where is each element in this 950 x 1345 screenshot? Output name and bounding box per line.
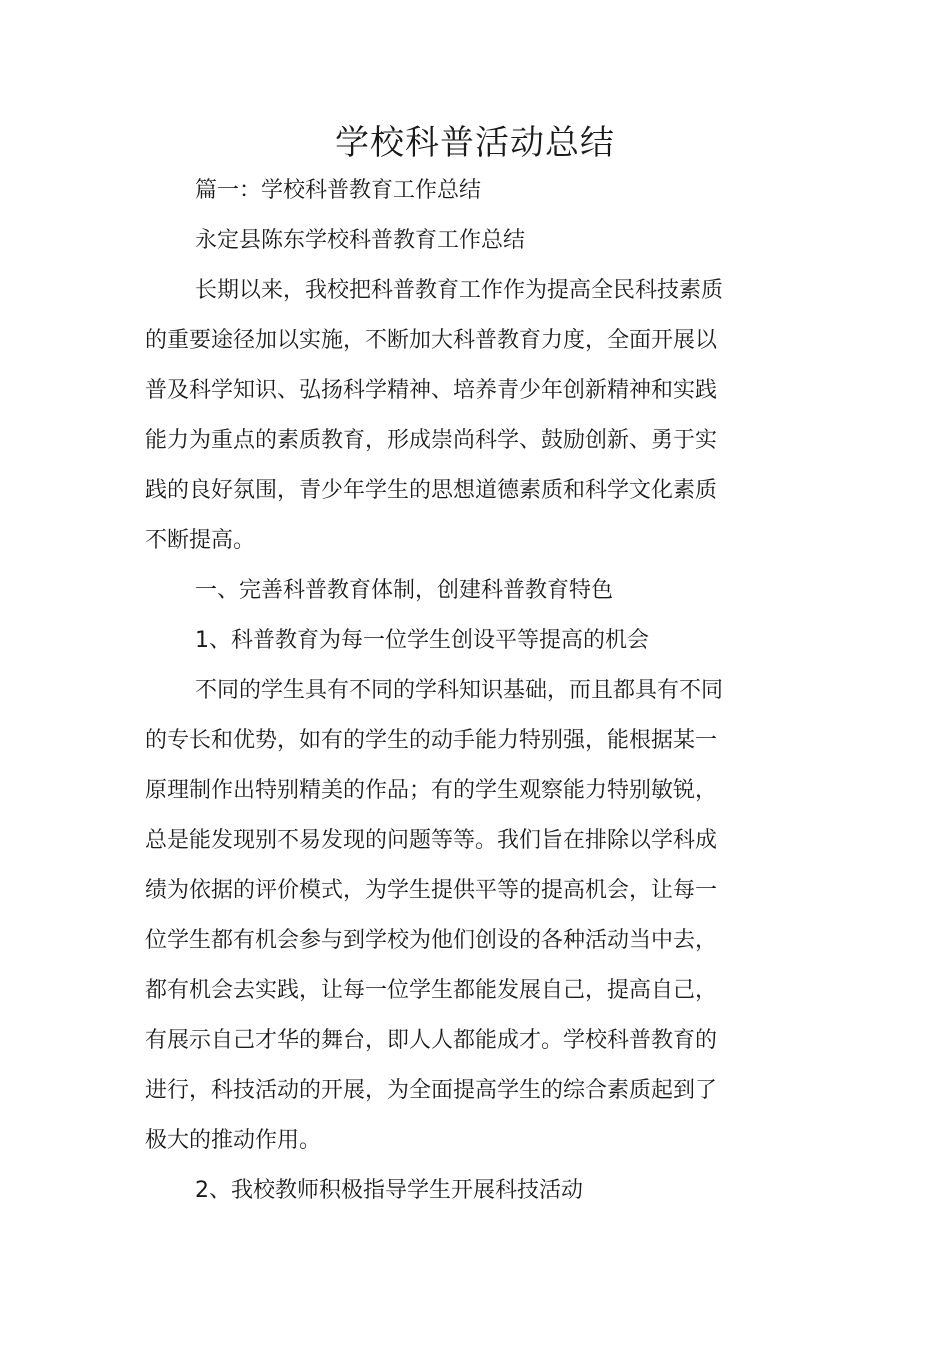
body-line: 极大的推动作用。 <box>145 1128 322 1153</box>
body-line: 原理制作出特别精美的作品；有的学生观察能力特别敏锐， <box>145 778 718 803</box>
body-line: 的重要途径加以实施，不断加大科普教育力度，全面开展以 <box>145 328 718 353</box>
body-line: 进行，科技活动的开展，为全面提高学生的综合素质起到了 <box>145 1078 718 1103</box>
body-line: 不同的学生具有不同的学科知识基础，而且都具有不同 <box>195 678 724 703</box>
body-line: 都有机会去实践，让每一位学生都能发展自己，提高自己， <box>145 978 718 1003</box>
body-line: 总是能发现别不易发现的问题等等。我们旨在排除以学科成 <box>145 828 718 853</box>
body-line: 普及科学知识、弘扬科学精神、培养青少年创新精神和实践 <box>145 378 718 403</box>
subtitle-line: 篇一：学校科普教育工作总结 <box>195 178 482 203</box>
school-title-line: 永定县陈东学校科普教育工作总结 <box>195 228 526 253</box>
body-line: 不断提高。 <box>145 528 256 553</box>
body-line: 绩为依据的评价模式，为学生提供平等的提高机会，让每一 <box>145 878 718 903</box>
body-line: 能力为重点的素质教育，形成崇尚科学、鼓励创新、勇于实 <box>145 428 718 453</box>
body-line: 长期以来，我校把科普教育工作作为提高全民科技素质 <box>195 278 724 303</box>
document-title: 学校科普活动总结 <box>335 123 615 163</box>
body-line: 有展示自己才华的舞台，即人人都能成才。学校科普教育的 <box>145 1028 718 1053</box>
subsection-heading: 1、科普教育为每一位学生创设平等提高的机会 <box>195 628 649 653</box>
body-line: 的专长和优势，如有的学生的动手能力特别强，能根据某一 <box>145 728 718 753</box>
subsection-heading: 2、我校教师积极指导学生开展科技活动 <box>195 1178 583 1203</box>
body-line: 践的良好氛围，青少年学生的思想道德素质和科学文化素质 <box>145 478 718 503</box>
body-line: 位学生都有机会参与到学校为他们创设的各种活动当中去， <box>145 928 718 953</box>
section-heading: 一、完善科普教育体制，创建科普教育特色 <box>195 578 614 603</box>
